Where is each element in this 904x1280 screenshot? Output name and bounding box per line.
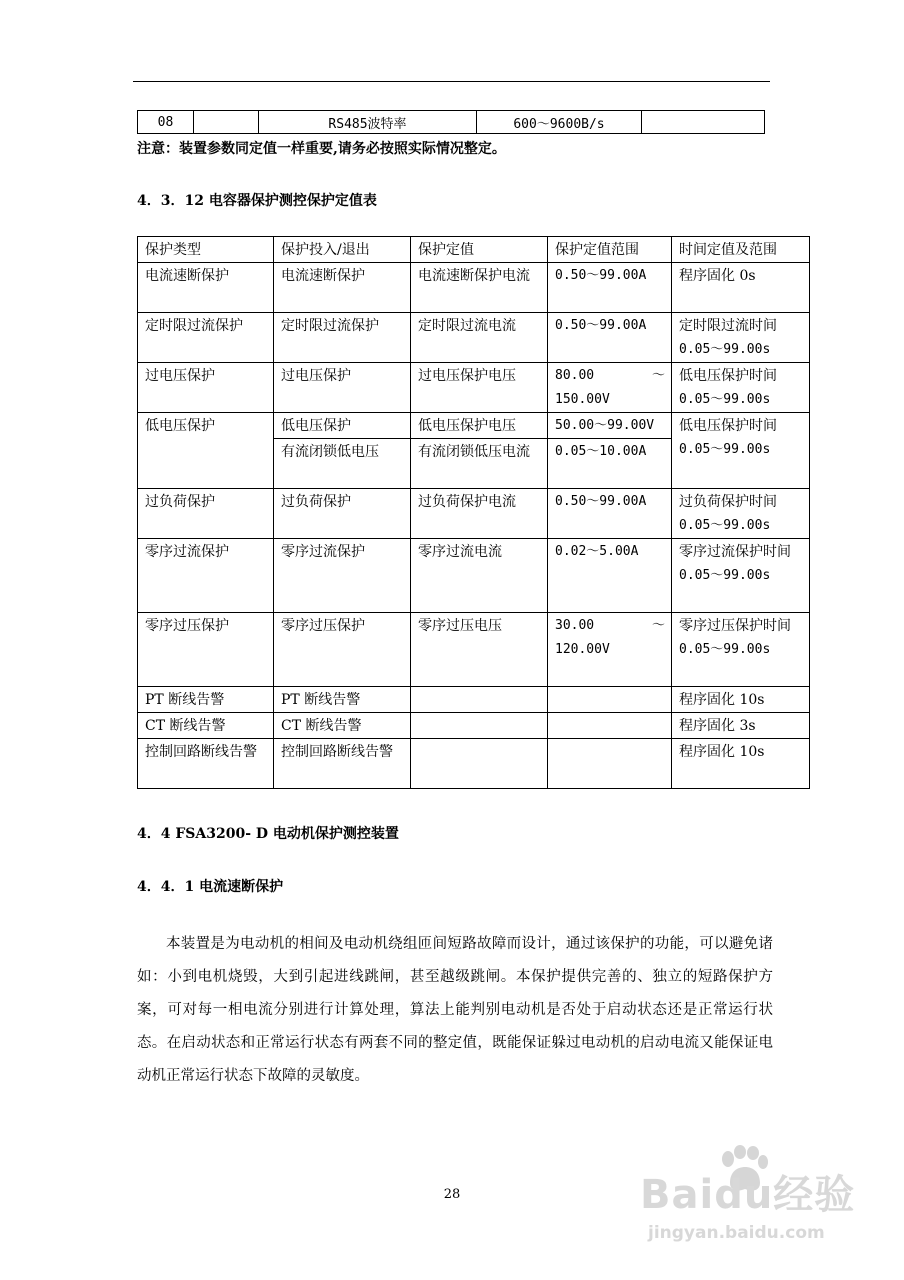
cell-enable: 过负荷保护 bbox=[274, 489, 411, 539]
cell-enable: 低电压保护 bbox=[274, 413, 411, 439]
cell-enable: 定时限过流保护 bbox=[274, 313, 411, 363]
params-table bbox=[137, 110, 765, 134]
cell-range bbox=[548, 713, 672, 739]
time-range: 0.05～99.00s bbox=[679, 442, 771, 457]
param-index: 08 bbox=[138, 111, 194, 134]
table-row bbox=[138, 413, 810, 439]
cell-enable: PT 断线告警 bbox=[274, 687, 411, 713]
cell-type: PT 断线告警 bbox=[138, 687, 274, 713]
param-blank bbox=[194, 111, 259, 134]
cell-setting bbox=[411, 713, 548, 739]
time-range: 0.05～99.00s bbox=[679, 392, 771, 407]
range-low: 30.00 bbox=[555, 618, 595, 633]
col-header: 保护类型 bbox=[138, 237, 274, 263]
table-row bbox=[138, 363, 810, 413]
cell-type: 控制回路断线告警 bbox=[138, 739, 274, 789]
header-rule bbox=[133, 81, 770, 82]
cell-type: 低电压保护 bbox=[138, 413, 274, 489]
time-label: 零序过流保护时间 bbox=[679, 544, 791, 560]
range-high: 150.00V bbox=[555, 392, 610, 407]
watermark-logo: Baidu经验 bbox=[640, 1172, 856, 1218]
cell-type: 零序过压保护 bbox=[138, 613, 274, 687]
cell-range: 0.05～10.00A bbox=[548, 439, 672, 489]
cell-time: 程序固化 10s bbox=[672, 739, 810, 789]
protection-settings-table bbox=[137, 236, 810, 789]
time-range: 0.05～99.00s bbox=[679, 342, 771, 357]
range-high: 120.00V bbox=[555, 642, 610, 657]
table-row bbox=[138, 739, 810, 789]
table-header-row bbox=[138, 237, 810, 263]
cell-range: 0.50～99.00A bbox=[548, 313, 672, 363]
cell-range bbox=[548, 363, 672, 413]
cell-range bbox=[548, 687, 672, 713]
cell-setting: 电流速断保护电流 bbox=[411, 263, 548, 313]
time-range: 0.05～99.00s bbox=[679, 518, 771, 533]
cell-range: 0.50～99.00A bbox=[548, 489, 672, 539]
col-header: 保护定值范围 bbox=[548, 237, 672, 263]
cell-range bbox=[548, 739, 672, 789]
cell-type: 电流速断保护 bbox=[138, 263, 274, 313]
table-row bbox=[138, 263, 810, 313]
time-label: 零序过压保护时间 bbox=[679, 618, 791, 634]
cell-enable: 控制回路断线告警 bbox=[274, 739, 411, 789]
cell-time bbox=[672, 613, 810, 687]
cell-enable: 有流闭锁低电压 bbox=[274, 439, 411, 489]
cell-time: 程序固化 3s bbox=[672, 713, 810, 739]
cell-type: 零序过流保护 bbox=[138, 539, 274, 613]
cell-setting: 过电压保护电压 bbox=[411, 363, 548, 413]
cell-enable: 过电压保护 bbox=[274, 363, 411, 413]
cell-time bbox=[672, 313, 810, 363]
param-name: RS485波特率 bbox=[259, 111, 477, 134]
cell-type: 定时限过流保护 bbox=[138, 313, 274, 363]
cell-time bbox=[672, 489, 810, 539]
cell-type: CT 断线告警 bbox=[138, 713, 274, 739]
section-heading-4-3-12: 4．3．12 电容器保护测控保护定值表 bbox=[137, 193, 377, 209]
cell-setting: 定时限过流电流 bbox=[411, 313, 548, 363]
cell-enable: 电流速断保护 bbox=[274, 263, 411, 313]
cell-setting: 低电压保护电压 bbox=[411, 413, 548, 439]
time-label: 定时限过流时间 bbox=[679, 318, 777, 334]
table-row bbox=[138, 713, 810, 739]
cell-setting: 零序过流电流 bbox=[411, 539, 548, 613]
table-row bbox=[138, 313, 810, 363]
range-sep: ～ bbox=[651, 368, 665, 383]
cell-enable: CT 断线告警 bbox=[274, 713, 411, 739]
table-row bbox=[138, 111, 765, 134]
range-low: 80.00 bbox=[555, 368, 595, 383]
range-sep: ～ bbox=[651, 618, 665, 633]
watermark bbox=[640, 1145, 870, 1265]
cell-enable: 零序过流保护 bbox=[274, 539, 411, 613]
cell-setting: 零序过压电压 bbox=[411, 613, 548, 687]
range-line bbox=[555, 614, 665, 638]
time-label: 过负荷保护时间 bbox=[679, 494, 777, 510]
table-row bbox=[138, 613, 810, 687]
time-text: 程序固化 0s bbox=[679, 268, 756, 284]
cell-setting bbox=[411, 687, 548, 713]
time-label: 低电压保护时间 bbox=[679, 418, 777, 434]
col-header: 保护投入/退出 bbox=[274, 237, 411, 263]
cell-range: 0.50～99.00A bbox=[548, 263, 672, 313]
cell-time bbox=[672, 539, 810, 613]
cell-range bbox=[548, 613, 672, 687]
cell-type: 过电压保护 bbox=[138, 363, 274, 413]
param-extra bbox=[642, 111, 765, 134]
cell-time bbox=[672, 363, 810, 413]
cell-setting: 过负荷保护电流 bbox=[411, 489, 548, 539]
time-range: 0.05～99.00s bbox=[679, 642, 771, 657]
cell-setting: 有流闭锁低压电流 bbox=[411, 439, 548, 489]
range-line bbox=[555, 364, 665, 388]
col-header: 时间定值及范围 bbox=[672, 237, 810, 263]
cell-range: 0.02～5.00A bbox=[548, 539, 672, 613]
watermark-url: jingyan.baidu.com bbox=[648, 1223, 825, 1243]
cell-time: 程序固化 10s bbox=[672, 687, 810, 713]
cell-time bbox=[672, 413, 810, 489]
cell-type: 过负荷保护 bbox=[138, 489, 274, 539]
cell-range: 50.00～99.00V bbox=[548, 413, 672, 439]
table-row bbox=[138, 489, 810, 539]
cell-time bbox=[672, 263, 810, 313]
cell-enable: 零序过压保护 bbox=[274, 613, 411, 687]
section-heading-4-4-1: 4．4．1 电流速断保护 bbox=[137, 879, 284, 895]
param-range: 600～9600B/s bbox=[477, 111, 642, 134]
table-row bbox=[138, 539, 810, 613]
page-number: 28 bbox=[443, 1187, 461, 1202]
time-label: 低电压保护时间 bbox=[679, 368, 777, 384]
col-header: 保护定值 bbox=[411, 237, 548, 263]
time-range: 0.05～99.00s bbox=[679, 568, 771, 583]
section-heading-4-4: 4．4 FSA3200- D 电动机保护测控装置 bbox=[137, 826, 399, 842]
body-paragraph: 本装置是为电动机的相间及电动机绕组匝间短路故障而设计，通过该保护的功能，可以避免诸如：小到电机烧毁，大到引起进线跳闸，甚至越级跳闸。本保护提供完善的、独立的短路保护方案，可对每一相电流分别进行计算处理，算法上能判别电动机是否处于启动状态还是正常运行状态。在启动状态和正常运行状态有两套不同的整定值，既能保证躲过电动机的启动电流又能保证电动机正常运行状态下故障的灵敏度。 bbox=[137, 936, 773, 1084]
table-row bbox=[138, 687, 810, 713]
cell-setting bbox=[411, 739, 548, 789]
note-text: 注意：装置参数同定值一样重要,请务必按照实际情况整定。 bbox=[137, 141, 506, 157]
